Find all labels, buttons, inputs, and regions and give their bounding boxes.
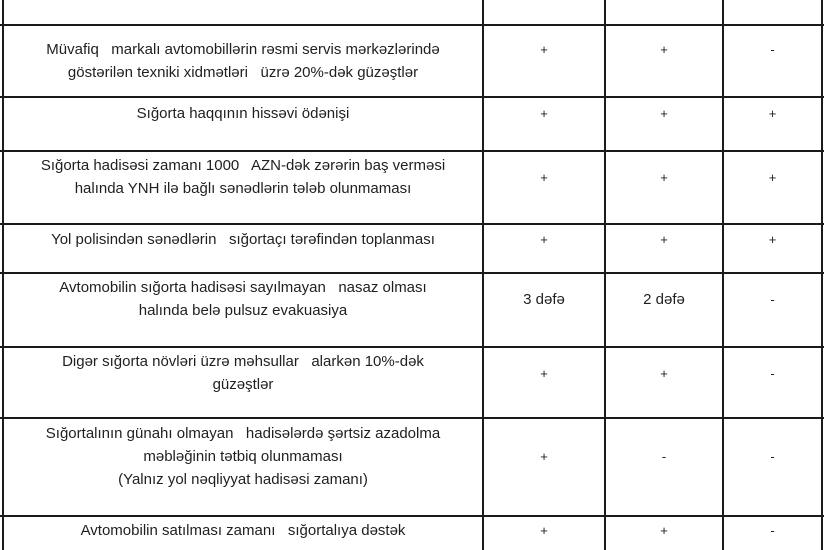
plan-1-value: + [540,41,548,57]
table-row-label: Avtomobilin satılması zamanı sığortalıya dəstək [80,521,406,539]
plan-1-value: + [540,105,548,121]
plan-2-value: 2 dəfə [643,290,685,308]
table-row-label: Sığortalının günahı olmayan hadisələrdə şərtsiz azadolma məbləğinin tətbiq olunmaması (Yalnız yol nəqliyyat hadisəsi zamanı) [45,424,441,488]
plan-3-value: - [770,522,775,538]
table-row-label: Sığorta haqqının hissəvi ödənişi [136,104,350,122]
plan-3-value: - [770,41,775,57]
plan-2-value: + [660,41,668,57]
plan-2-value: - [661,448,667,464]
plan-3-value: - [770,448,775,464]
table-row-label: Sığorta hadisəsi zamanı 1000 AZN-dək zərərin baş verməsi halında YNH ilə bağlı sənədlərin tələb olunmaması [40,157,446,197]
plan-3-value: + [768,231,777,247]
plan-2-value: + [660,105,668,121]
plan-2-value: + [660,169,668,185]
plan-2-value: + [660,231,668,247]
plan-1-value: + [540,522,548,538]
plan-3-value: + [768,169,777,185]
table-row-label: Yol polisindən sənədlərin sığortaçı tərəfindən toplanması [51,230,435,248]
plan-2-value: + [660,522,668,538]
plan-1-value: + [540,231,548,247]
plan-2-value: + [660,365,668,381]
plan-1-value: + [540,365,548,381]
plan-1-value: + [540,169,548,185]
plan-3-value: - [770,365,775,381]
plan-3-value: - [770,291,775,307]
plan-1-value: 3 dəfə [523,290,565,308]
table-row-label: Avtomobilin sığorta hadisəsi sayılmayan nasaz olması halında belə pulsuz evakuasiya [59,279,427,319]
plan-3-value: + [768,105,777,121]
table-border-right [821,0,823,550]
table-row-label: Müvafiq markalı avtomobillərin rəsmi servis mərkəzlərində göstərilən texniki xidmətləri üzrə 20%-dək güzəştlər [46,41,440,81]
plan-1-value: + [540,448,548,464]
table-row-label: Digər sığorta növləri üzrə məhsullar alarkən 10%-dək güzəştlər [62,353,424,393]
